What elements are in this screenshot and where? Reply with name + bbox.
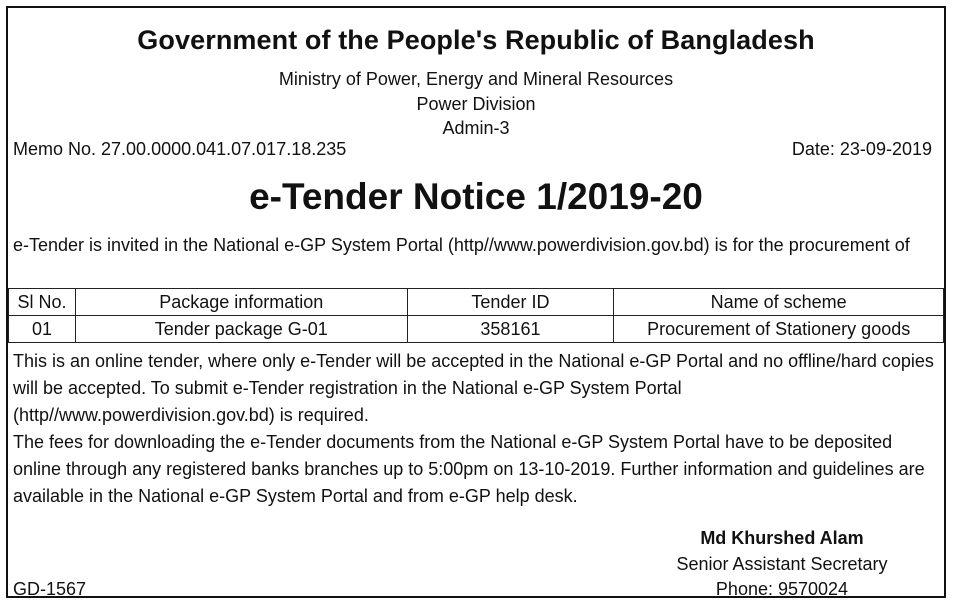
table-cell: 01 [9,316,76,343]
table-cell: Tender package G-01 [75,316,407,343]
signatory-name: Md Khurshed Alam [700,528,864,548]
header-cell: Package information [75,289,407,316]
body-paragraph: The fees for downloading the e-Tender documents from the National e-GP System Portal have to be deposited online through any registered banks branches up to 5:00pm on 13-10-2019. Further information and guidelines are available in the National e-GP System Portal and from e-GP help desk. [13,432,925,506]
notice-title: e-Tender Notice 1/2019-20 [249,176,703,217]
table-row [9,316,944,343]
signatory-title: Senior Assistant Secretary [676,554,888,574]
government-heading: Government of the People's Republic of Bangladesh [137,25,815,55]
ministry-line: Ministry of Power, Energy and Mineral Resources [278,69,674,89]
header-cell: Name of scheme [614,289,944,316]
table-cell: 358161 [407,316,614,343]
header-cell: Sl No. [9,289,76,316]
body-paragraph: This is an online tender, where only e-Tender will be accepted in the National e-GP Portal and no offline/hard copies will be accepted. To submit e-Tender registration in the National e-GP System Portal (http//www.powerdivision.gov.bd) is required. [13,351,934,425]
tender-table [8,288,944,343]
intro-text: e-Tender is invited in the National e-GP System Portal (http//www.powerdivision.gov.bd) is for the procurement of [13,235,910,255]
section-line: Admin-3 [442,118,510,138]
signatory-phone: Phone: 9570024 [715,579,849,599]
notice-frame [6,6,946,598]
division-line: Power Division [416,94,536,114]
notice-date: Date: 23-09-2019 [791,139,932,159]
header-cell: Tender ID [407,289,614,316]
gd-number: GD-1567 [13,579,87,599]
memo-number: Memo No. 27.00.0000.041.07.017.18.235 [13,139,347,159]
table-cell: Procurement of Stationery goods [614,316,944,343]
notice-body [13,348,938,510]
table-header-row [9,289,944,316]
